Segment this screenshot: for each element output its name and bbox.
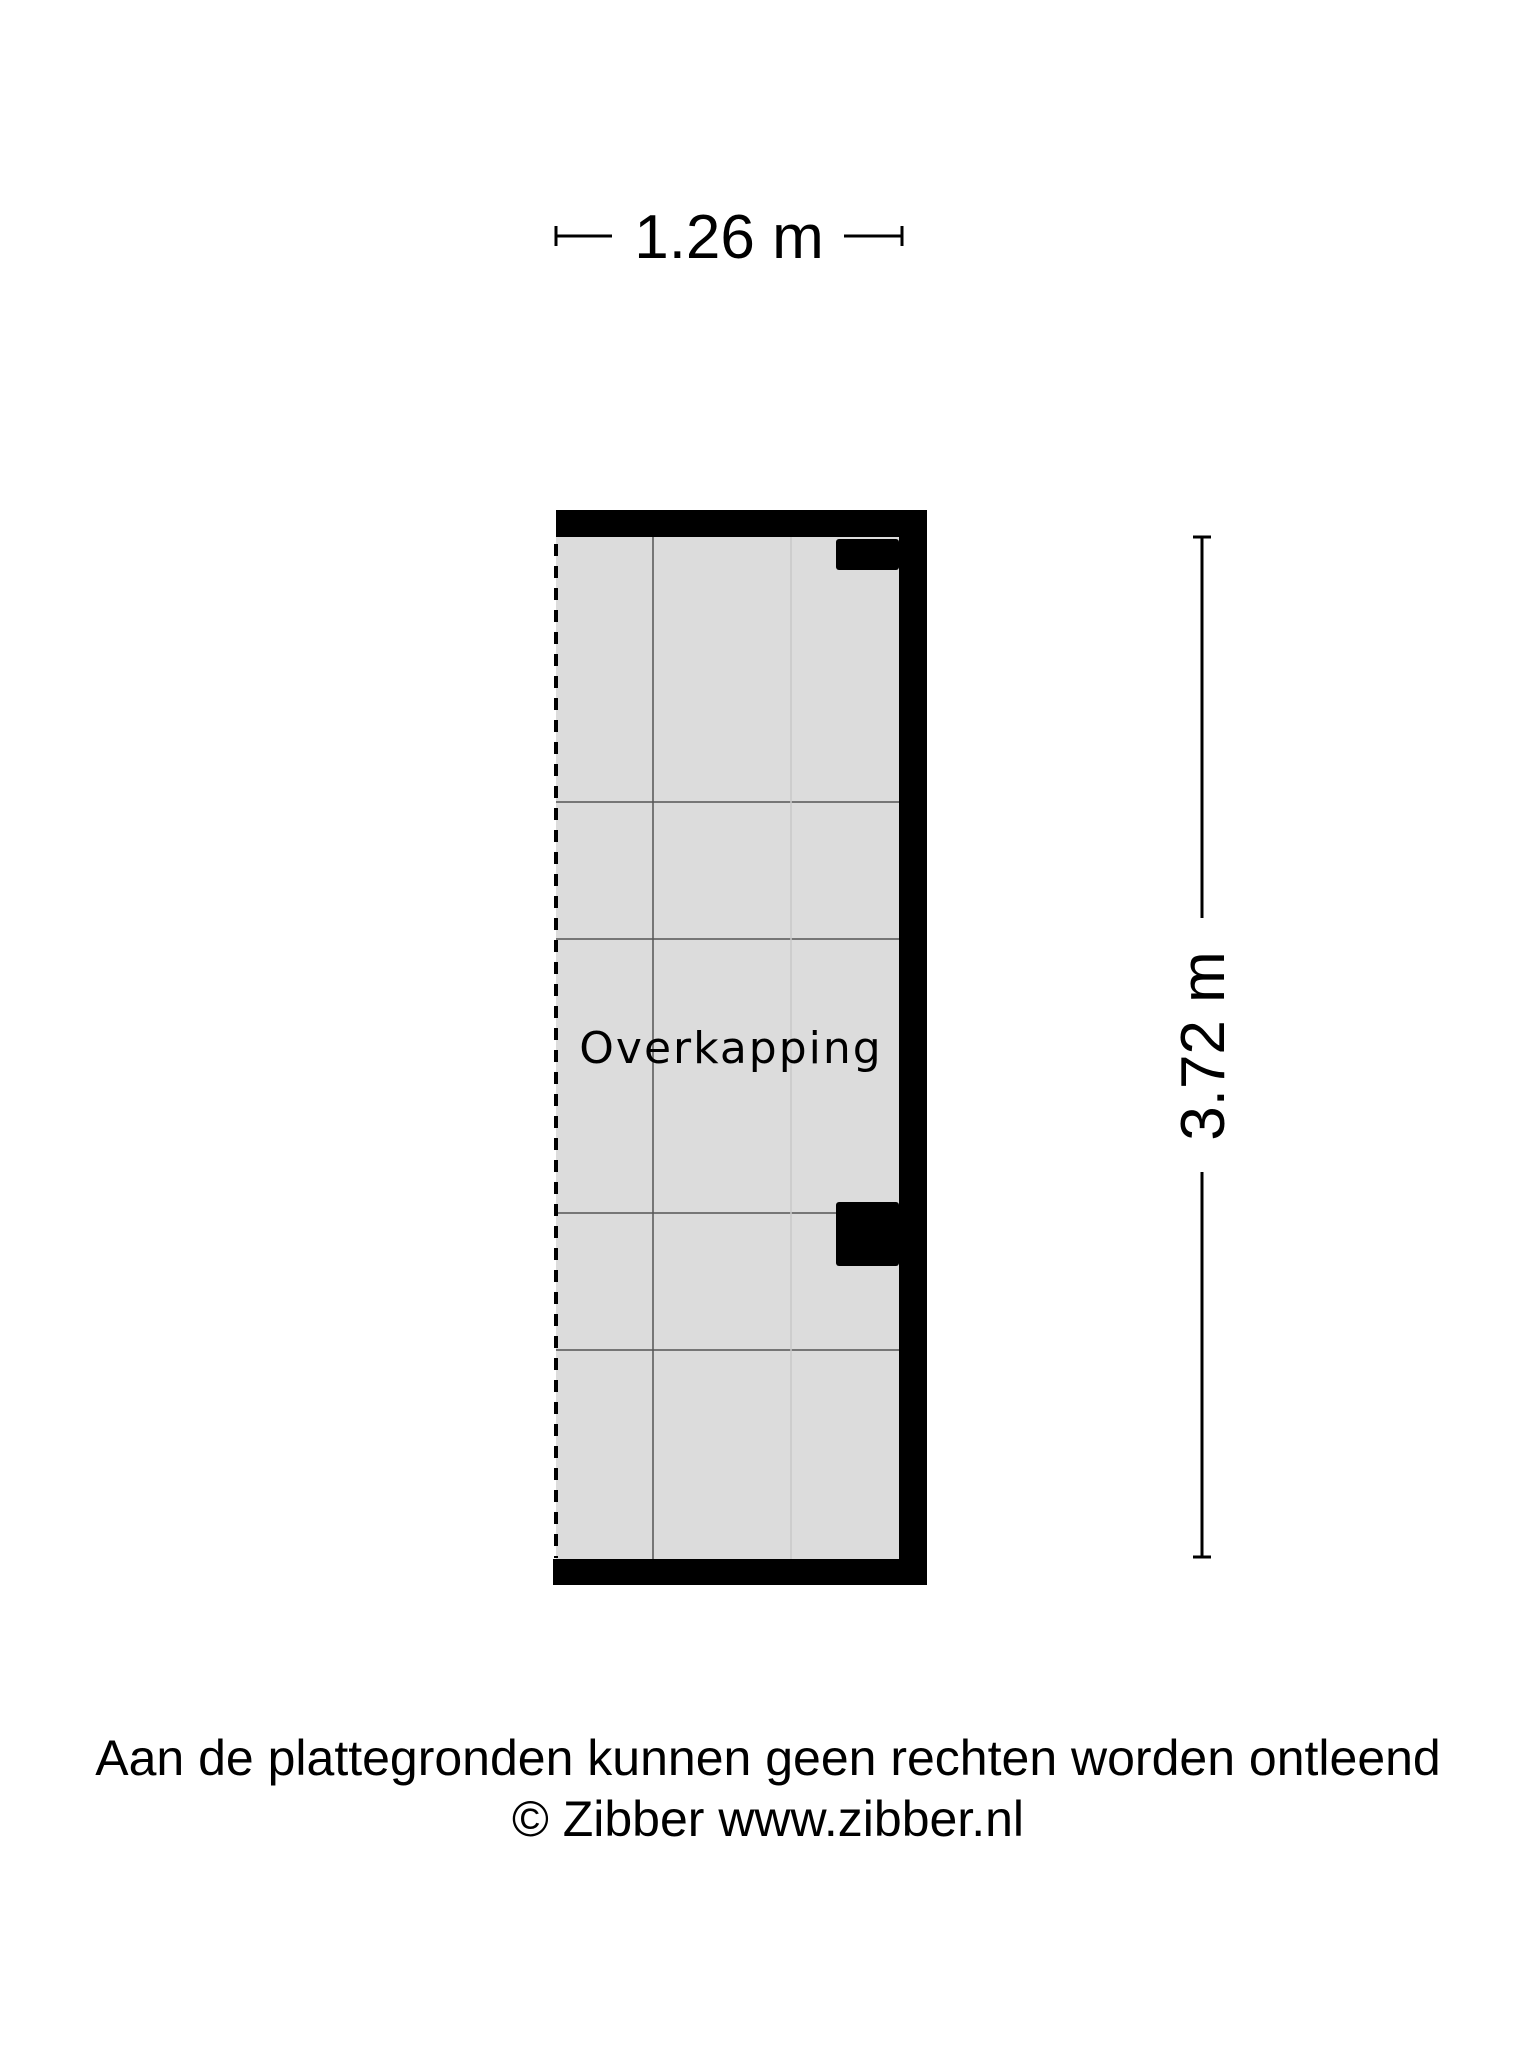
width-dimension-label: 1.26 m <box>634 203 824 272</box>
height-dimension-label: 3.72 m <box>1169 951 1238 1141</box>
height-dimension <box>1169 537 1238 1557</box>
room-label: Overkapping <box>579 1023 883 1074</box>
wall-bottom <box>553 1559 927 1585</box>
disclaimer-text: Aan de plattegronden kunnen geen rechten worden ontleend <box>95 1730 1441 1786</box>
wall-right <box>899 510 927 1585</box>
copyright-text: © Zibber www.zibber.nl <box>511 1791 1025 1847</box>
wall-top <box>556 510 927 537</box>
column-top <box>836 539 899 570</box>
width-dimension <box>556 203 902 272</box>
room-overkapping <box>553 510 927 1585</box>
column-middle <box>836 1202 899 1266</box>
